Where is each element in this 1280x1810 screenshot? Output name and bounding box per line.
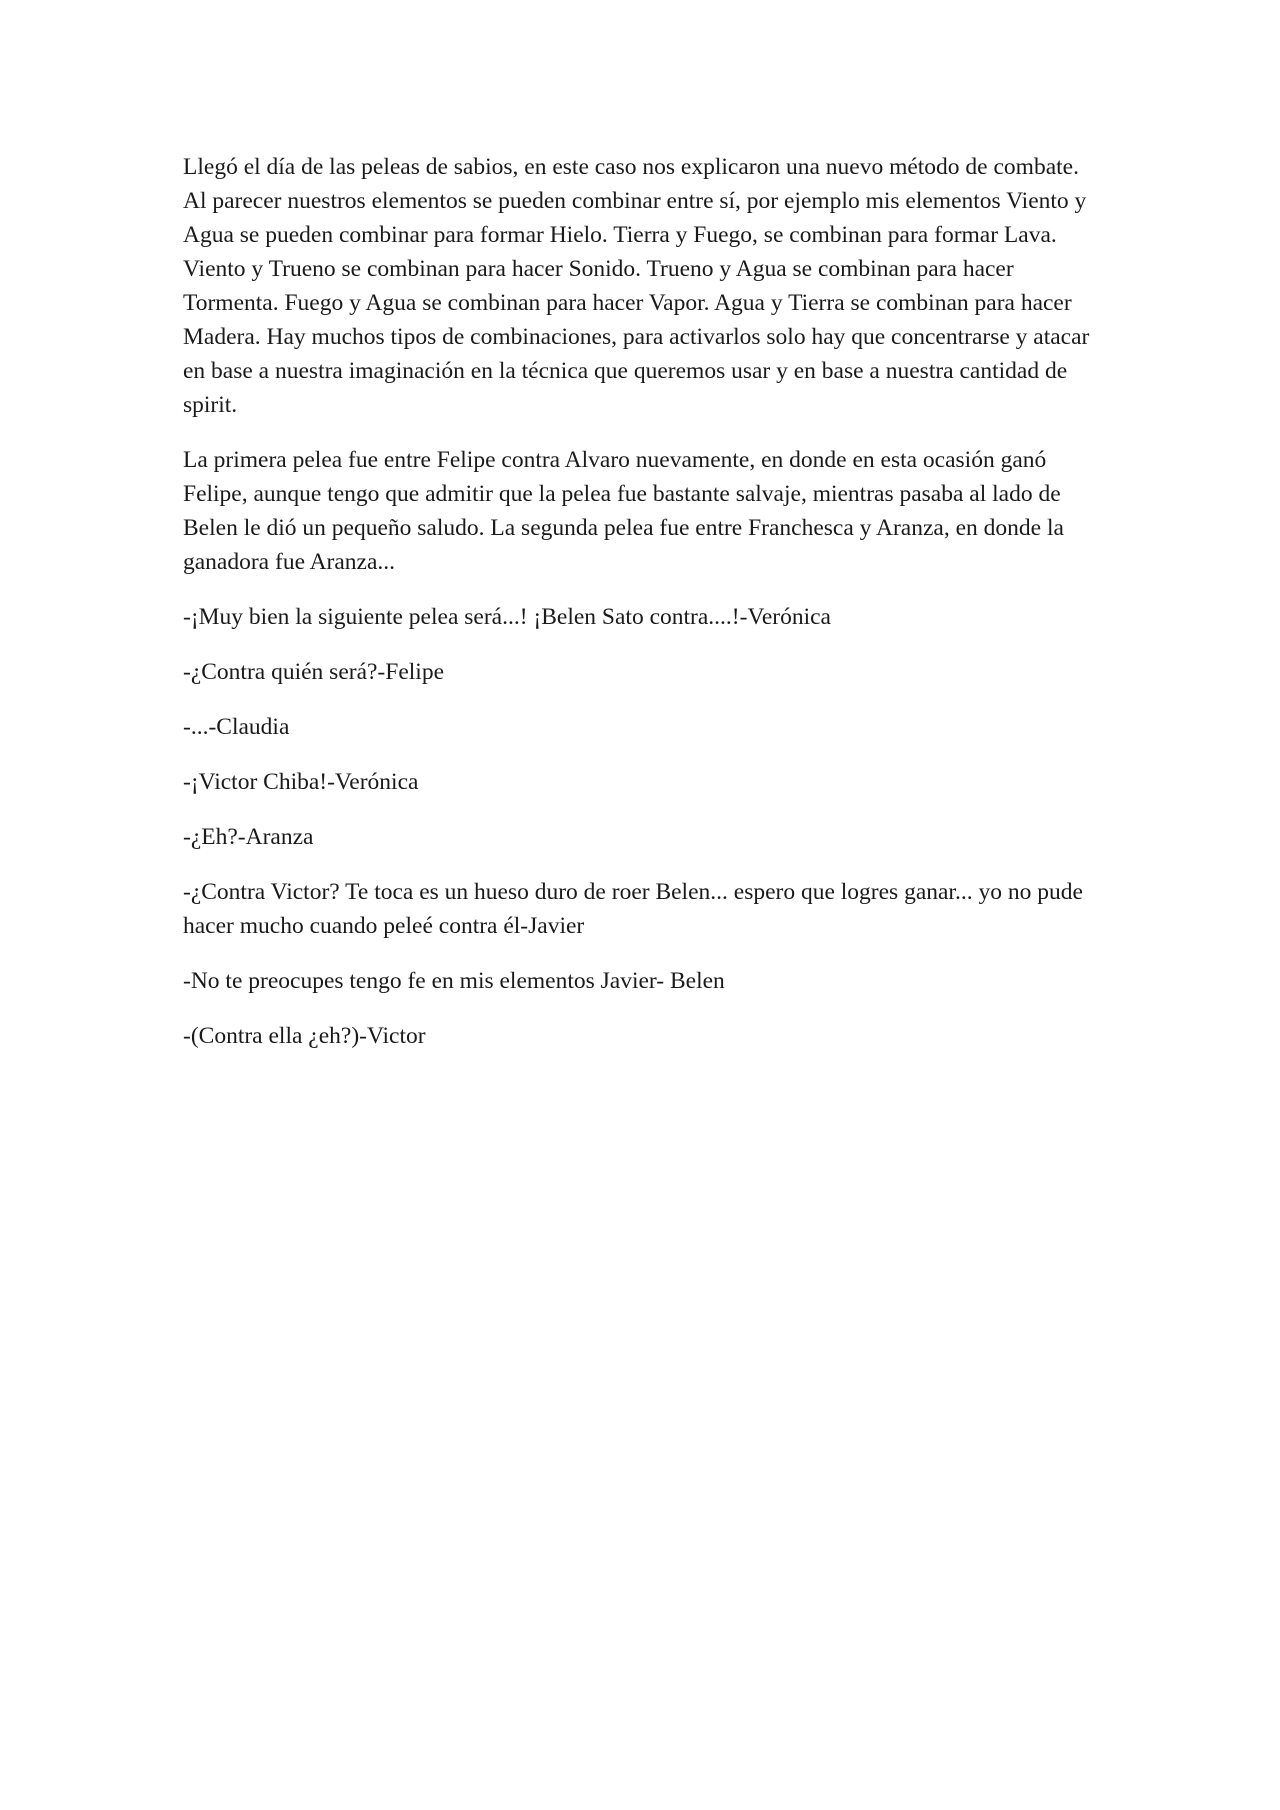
dialogue-line: -¿Contra quién será?-Felipe — [183, 659, 445, 685]
paragraph-intro: Llegó el día de las peleas de sabios, en este caso nos explicaron una nuevo método de combate. Al parecer nuestros elementos se pueden combinar entre sí, por ejemplo mis elementos Viento y Agua se pueden combinar para formar Hielo. Tierra y Fuego, se combinan para formar Lava. Viento y Trueno se combinan para hacer Sonido. Trueno y Agua se combinan para hacer Tormenta. Fuego y Agua se combinan para hacer Vapor. Agua y Tierra se combinan para hacer Madera. Hay muchos tipos de combinaciones, para activarlos solo hay que concentrarse y atacar en base a nuestra imaginación en la técnica que queremos usar y en base a nuestra cantidad de spirit. — [183, 154, 1090, 418]
dialogue-line: -No te preocupes tengo fe en mis elementos Javier- Belen — [183, 968, 725, 994]
paragraph-fights: La primera pelea fue entre Felipe contra Alvaro nuevamente, en donde en esta ocasión ganó Felipe, aunque tengo que admitir que la pelea fue bastante salvaje, mientras pasaba al lado de Belen le dió un pequeño saludo. La segunda pelea fue entre Franchesca y Aranza, en donde la ganadora fue Aranza... — [183, 447, 1064, 575]
dialogue-line: -¿Contra Victor? Te toca es un hueso duro de roer Belen... espero que logres ganar... yo no pude hacer mucho cuando peleé contra él-Javier — [183, 879, 1083, 939]
dialogue-line: -¡Victor Chiba!-Verónica — [183, 769, 419, 795]
document-body — [183, 150, 1103, 1074]
dialogue-line: -¿Eh?-Aranza — [183, 824, 314, 850]
dialogue-line: -(Contra ella ¿eh?)-Victor — [183, 1023, 426, 1049]
dialogue-line: -¡Muy bien la siguiente pelea será...! ¡Belen Sato contra....!-Verónica — [183, 604, 831, 630]
dialogue-line: -...-Claudia — [183, 714, 290, 740]
